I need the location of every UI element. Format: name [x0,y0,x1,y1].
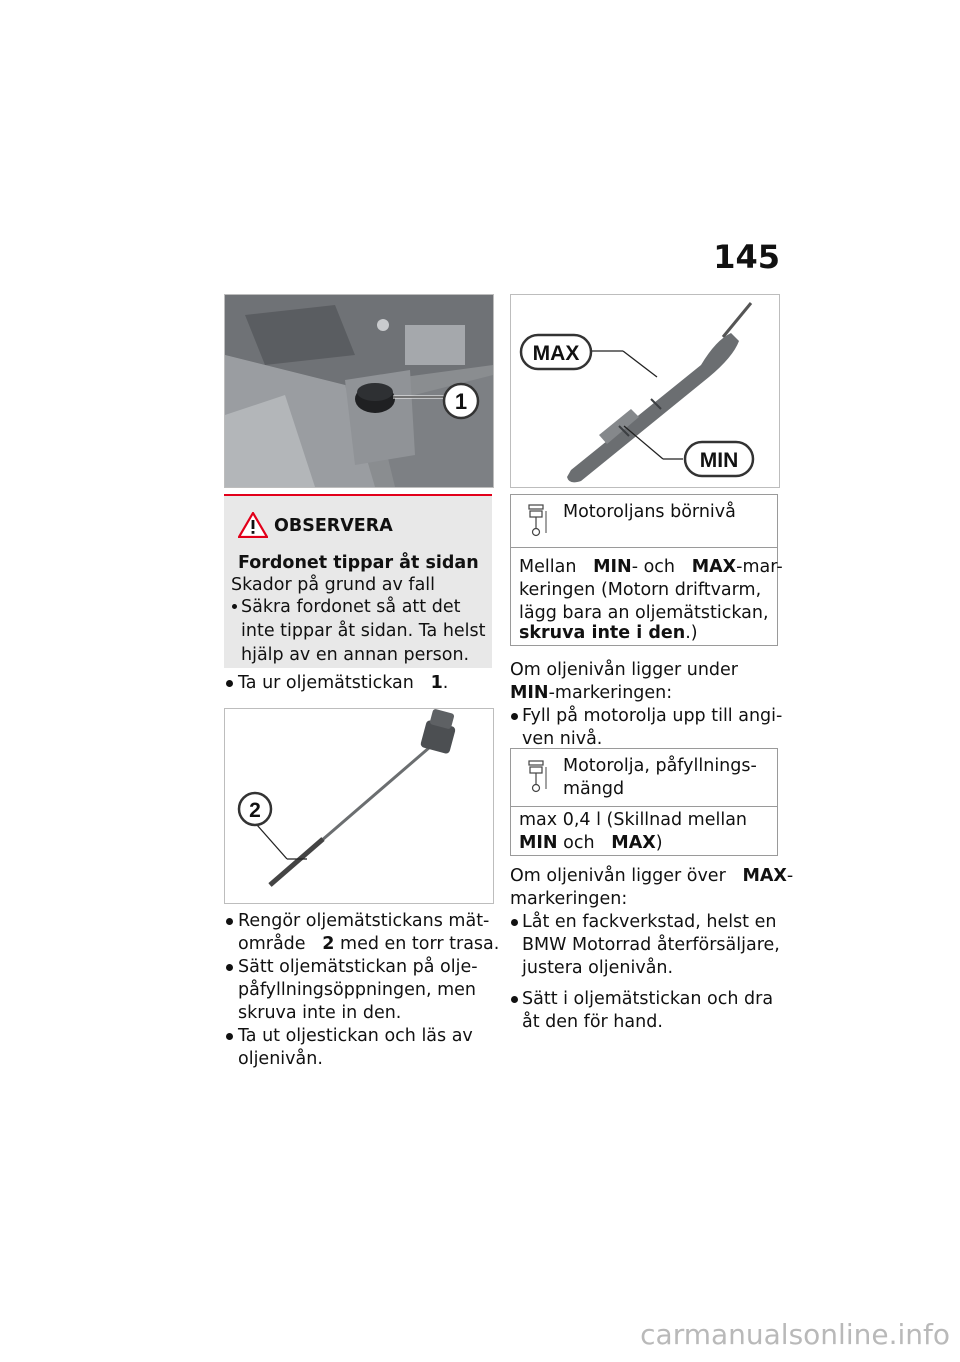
min-mark: MIN [593,557,632,577]
engine-oil-icon [527,759,549,793]
bullet-dot [226,964,233,971]
step-text: Ta ur oljemätstickan [238,673,414,693]
callout-2: 2 [249,799,261,822]
engine-oil-icon [527,503,549,537]
step-workshop: BMW Motorrad återförsäljare, [522,935,780,955]
spec-text: ) [655,833,663,853]
warning-heading: OBSERVERA [274,516,393,536]
step-end: . [442,673,449,693]
spec-header [511,495,777,548]
spec-value-line [519,622,698,645]
page-number: 145 [713,238,780,276]
spec-text: och [563,833,595,853]
spec-text: .) [685,623,698,643]
step-text: med en torr trasa. [340,934,500,954]
warning-title: Fordonet tippar åt sidan [238,553,479,573]
dipstick-drawing [225,709,493,903]
figure-dipstick [224,708,494,904]
warning-icon [238,512,268,538]
spec-bold-text: skruva inte i den [519,623,686,643]
condition-under-min [510,682,672,705]
ref-2: 2 [322,934,335,954]
bullet-dot [511,713,518,720]
min-mark: MIN [510,683,549,703]
spec-text: Mellan [519,557,577,577]
spec-title: Motorolja, påfyllnings- [563,756,757,776]
ref-1: 1 [430,673,443,693]
warning-bullet-line: hjälp av en annan person. [241,645,470,665]
step-read-line: Ta ut oljestickan och läs av [238,1026,473,1046]
step-clean-line: Rengör oljemätstickans mät- [238,911,490,931]
min-mark: MIN [519,833,558,853]
max-mark: MAX [742,866,787,886]
max-label: MAX [532,342,580,365]
step-insert-line: skruva inte in den. [238,1003,402,1023]
spec-text: - och [631,557,675,577]
spec-value-line: keringen (Motorn driftvarm, [519,580,762,600]
step-fill-oil: Fyll på motorolja upp till angi- [522,706,783,726]
max-mark: MAX [691,557,737,577]
condition-under-min: Om oljenivån ligger under [510,660,738,680]
bullet-dot [511,996,518,1003]
step-fill-oil: ven nivå. [522,729,603,749]
warning-bullet-line: inte tippar åt sidan. Ta helst [241,621,486,641]
warning-bullet-line: Säkra fordonet så att det [241,597,461,617]
spec-fill-quantity [510,748,778,856]
spec-text: -mar- [736,557,783,577]
step-read-line: oljenivån. [238,1049,323,1069]
figure-oil-filler-cap [224,294,494,488]
max-mark: MAX [611,833,656,853]
step-tighten: åt den för hand. [522,1012,663,1032]
spec-value-line [519,832,663,855]
step-tighten: Sätt i oljemätstickan och dra [522,989,774,1009]
spec-value-line: max 0,4 l (Skillnad mellan [519,810,748,830]
bullet-dot [232,604,237,609]
figure-dipstick-markings [510,294,780,488]
condition-text: -markeringen: [548,683,673,703]
step-text: område [238,934,306,954]
spec-value-line: lägg bara an oljemätstickan, [519,603,769,623]
bullet-dot [226,1033,233,1040]
condition-over-max: markeringen: [510,889,628,909]
condition-text: Om oljenivån ligger över [510,866,726,886]
bullet-dot [511,919,518,926]
condition-text: - [786,866,794,886]
spec-header [511,749,777,807]
spec-title: mängd [563,779,625,799]
warning-line: Skador på grund av fall [231,575,436,595]
spec-target-level [510,494,783,646]
bullet-dot [226,918,233,925]
spec-title: Motoroljans börnivå [563,502,736,522]
warning-box [224,494,492,668]
engine-photo [225,295,493,487]
step-workshop: Låt en fackverkstad, helst en [522,912,777,932]
step-insert-line: påfyllningsöppningen, men [238,980,477,1000]
step-insert-line: Sätt oljemätstickan på olje- [238,957,478,977]
step-remove-dipstick [238,672,448,695]
condition-over-max [510,865,793,888]
step-workshop: justera oljenivån. [522,958,674,978]
spec-value-line [519,556,783,579]
dipstick-markings-drawing [511,295,779,487]
callout-1: 1 [454,389,468,414]
watermark: carmanualsonline.info [640,1318,950,1351]
step-clean-line [238,933,499,956]
bullet-dot [226,680,233,687]
min-label: MIN [699,449,739,472]
